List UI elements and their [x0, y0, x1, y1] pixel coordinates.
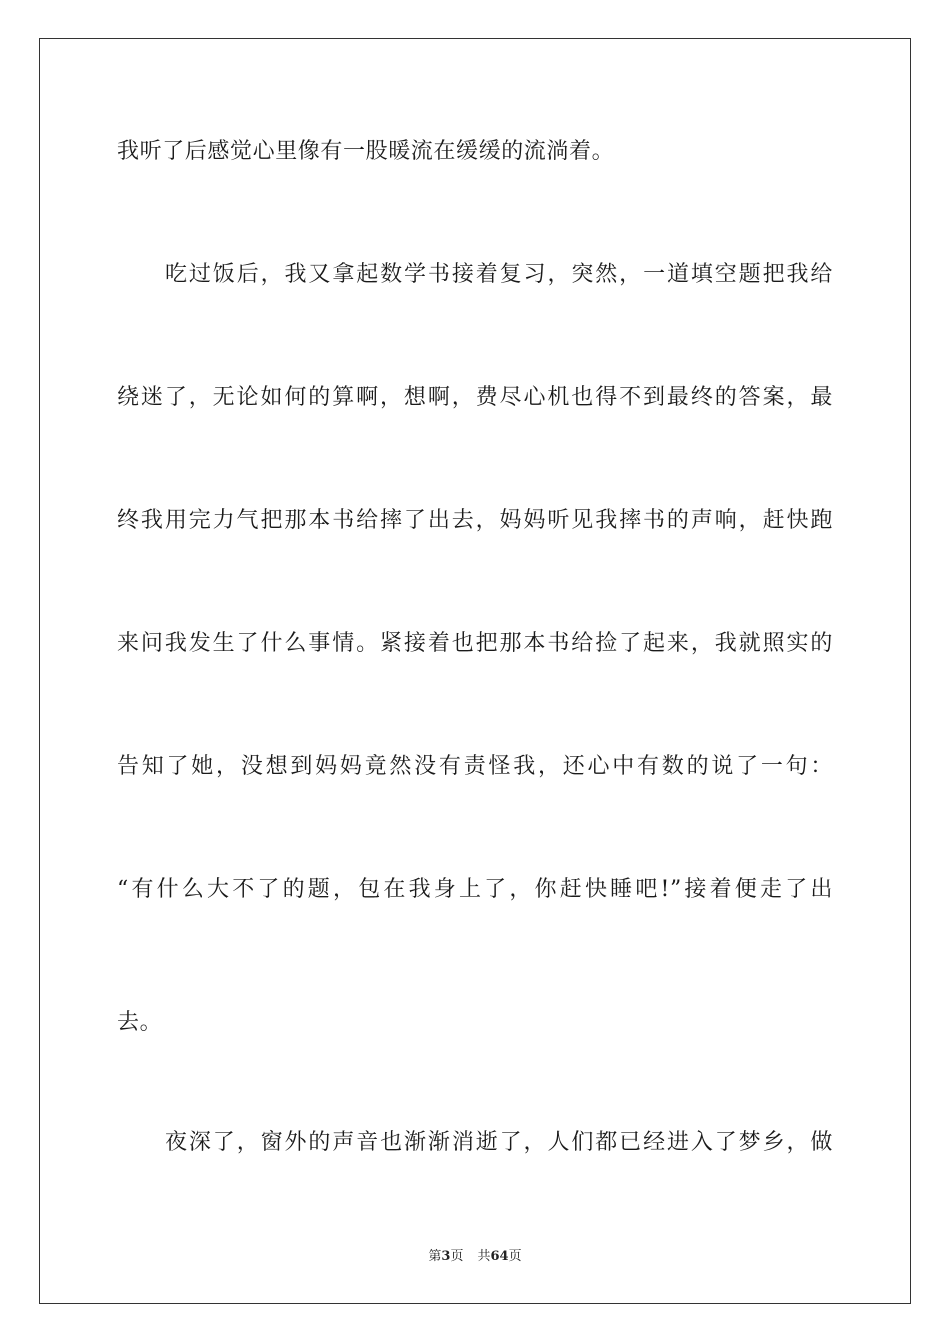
text-line-3: 绕迷了，无论如何的算啊，想啊，费尽心机也得不到最终的答案，最	[117, 385, 833, 410]
total-prefix: 共	[477, 1249, 491, 1264]
text-line-1: 我听了后感觉心里像有一股暖流在缓缓的流淌着。	[117, 139, 615, 164]
text-line-4: 终我用完力气把那本书给摔了出去，妈妈听见我摔书的声响，赶快跑	[117, 508, 833, 533]
total-pages: 64	[490, 1249, 509, 1264]
text-line-5: 来问我发生了什么事情。紧接着也把那本书给捡了起来，我就照实的	[117, 631, 833, 656]
page-suffix: 页	[450, 1249, 464, 1264]
text-line-2: 吃过饭后，我又拿起数学书接着复习，突然，一道填空题把我给	[165, 262, 833, 287]
page-number: 3	[441, 1249, 451, 1264]
text-line-7: “有什么大不了的题，包在我身上了，你赶快睡吧!”接着便走了出	[117, 877, 833, 902]
text-line-9: 夜深了，窗外的声音也渐渐消逝了，人们都已经进入了梦乡，做	[165, 1130, 833, 1155]
total-suffix: 页	[508, 1249, 522, 1264]
page-border	[39, 38, 911, 1304]
page-footer	[0, 1249, 950, 1265]
text-line-8: 去。	[117, 1010, 163, 1035]
page-prefix: 第	[428, 1249, 442, 1264]
text-line-6: 告知了她，没想到妈妈竟然没有责怪我，还心中有数的说了一句：	[117, 754, 833, 779]
